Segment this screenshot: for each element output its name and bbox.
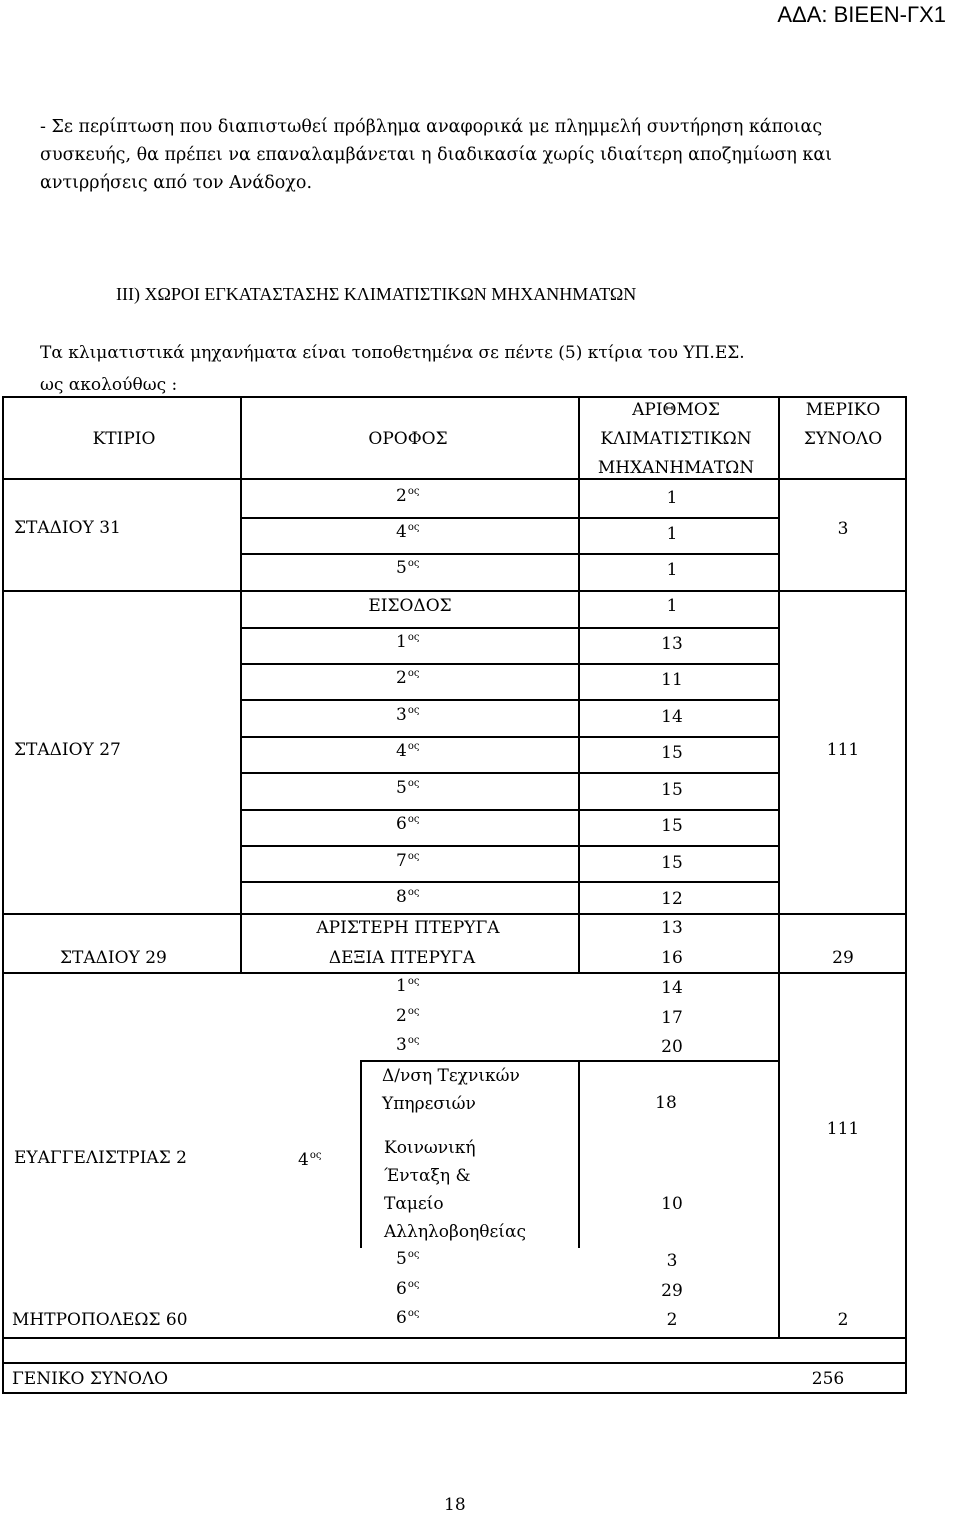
- page-number: 18: [444, 1495, 466, 1515]
- subtotal-evangelistrias-2: 111: [826, 1119, 860, 1139]
- intro-line-2: ως ακολούθως :: [40, 375, 178, 395]
- building-mitropoleos-60: ΜΗΤΡΟΠΟΛΕΩΣ 60: [12, 1310, 188, 1330]
- floor-cell: $8^{o\varsigma}$: [396, 887, 420, 907]
- col-line-floor: [578, 396, 580, 972]
- floor-cell: $5^{o\varsigma}$: [396, 778, 420, 798]
- count-cell: 15: [661, 743, 683, 763]
- floor-cell: $2^{o\varsigma}$: [396, 486, 420, 506]
- row-line: [240, 845, 780, 847]
- header-floor: ΟΡΟΦΟΣ: [368, 429, 448, 449]
- group-line: [2, 590, 907, 592]
- row-line: [240, 699, 780, 701]
- count-cell: 1: [666, 524, 678, 544]
- row-line: [240, 772, 780, 774]
- floor-cell: $3^{o\varsigma}$: [396, 705, 420, 725]
- subtotal-mitropoleos-60: 2: [837, 1310, 849, 1330]
- floor-cell: $2^{o\varsigma}$: [396, 668, 420, 688]
- floor-cell: $1^{o\varsigma}$: [396, 976, 420, 996]
- count-cell: 14: [661, 707, 683, 727]
- floor-cell: $1^{o\varsigma}$: [396, 632, 420, 652]
- count-cell: 20: [661, 1037, 683, 1057]
- service-technical-count: 18: [655, 1093, 677, 1113]
- header-subtotal: ΜΕΡΙΚΟ ΣΥΝΟΛΟ: [803, 400, 883, 449]
- count-cell: 15: [661, 853, 683, 873]
- floor-cell: ΕΙΣΟΔΟΣ: [368, 596, 452, 616]
- header-bottom-line: [2, 478, 907, 480]
- row-line: [240, 663, 780, 665]
- count-cell: 1: [666, 560, 678, 580]
- floor-cell: $4^{o\varsigma}$: [396, 741, 420, 761]
- section-heading: III) ΧΩΡΟΙ ΕΓΚΑΤΑΣΤΑΣΗΣ ΚΛΙΜΑΤΙΣΤΙΚΩΝ ΜΗΧΑΝΗΜΑΤΩΝ: [116, 284, 637, 304]
- count-cell: 12: [661, 889, 683, 909]
- floor-cell: $5^{o\varsigma}$: [396, 1249, 420, 1269]
- count-cell: 13: [661, 634, 683, 654]
- intro-line-1: Τα κλιματιστικά μηχανήματα είναι τοποθετημένα σε πέντε (5) κτίρια του ΥΠ.ΕΣ.: [40, 343, 745, 363]
- count-cell: 15: [661, 780, 683, 800]
- floor-cell: ΑΡΙΣΤΕΡΗ ΠΤΕΡΥΓΑ: [316, 918, 500, 938]
- floor-cell: $6^{o\varsigma}$: [396, 814, 420, 834]
- row-line: [240, 881, 780, 883]
- count-cell: 17: [661, 1008, 683, 1028]
- header-building: ΚΤΙΡΙΟ: [92, 429, 156, 449]
- col-line-services: [360, 1060, 362, 1248]
- building-stadiou-31: ΣΤΑΔΙΟΥ 31: [14, 518, 121, 538]
- grand-total-value: 256: [811, 1369, 845, 1389]
- service-social: Κοινωνική Ένταξη & Ταμείο Αλληλοβοηθείας: [384, 1138, 526, 1242]
- building-evangelistrias-2: ΕΥΑΓΓΕΛΙΣΤΡΙΑΣ 2: [14, 1148, 187, 1168]
- row-line: [240, 553, 780, 555]
- grand-total-label: ΓΕΝΙΚΟ ΣΥΝΟΛΟ: [12, 1369, 169, 1389]
- floor-cell: ΔΕΞΙΑ ΠΤΕΡΥΓΑ: [328, 948, 476, 968]
- maintenance-paragraph: - Σε περίπτωση που διαπιστωθεί πρόβλημα αναφορικά με πλημμελή συντήρηση κάποιας συσκευής, θα πρέπει να επαναλαμβάνεται η διαδικασία χωρίς ιδιαίτερη αποζημίωση και αντιρρήσεις από τον Ανάδοχο.: [40, 117, 833, 193]
- col-line-services-count: [578, 1060, 580, 1248]
- group-line: [2, 972, 907, 974]
- header-count: ΑΡΙΘΜΟΣ ΚΛΙΜΑΤΙΣΤΙΚΩΝ ΜΗΧΑΝΗΜΑΤΩΝ: [597, 400, 755, 478]
- building-stadiou-29: ΣΤΑΔΙΟΥ 29: [60, 948, 167, 968]
- group-line: [2, 1362, 907, 1364]
- table-border-top: [2, 396, 907, 398]
- subtotal-stadiou-31: 3: [837, 519, 849, 539]
- count-cell: 1: [666, 488, 678, 508]
- count-cell: 2: [666, 1310, 678, 1330]
- count-cell: 29: [661, 1281, 683, 1301]
- row-line: [240, 627, 780, 629]
- count-cell: 13: [661, 918, 683, 938]
- floor-cell: $7^{o\varsigma}$: [396, 851, 420, 871]
- floor-cell: $5^{o\varsigma}$: [396, 558, 420, 578]
- floor-cell: $6^{o\varsigma}$: [396, 1308, 420, 1328]
- count-cell: 14: [661, 978, 683, 998]
- floor-cell: $6^{o\varsigma}$: [396, 1279, 420, 1299]
- table-border-bottom: [2, 1392, 907, 1394]
- row-line: [240, 517, 780, 519]
- count-cell: 1: [666, 596, 678, 616]
- service-social-count: 10: [661, 1194, 683, 1214]
- building-stadiou-27: ΣΤΑΔΙΟΥ 27: [14, 740, 121, 760]
- count-cell: 11: [661, 670, 683, 690]
- group-line: [2, 1337, 907, 1339]
- row-line: [240, 809, 780, 811]
- row-line: [240, 736, 780, 738]
- floor-cell: $2^{o\varsigma}$: [396, 1006, 420, 1026]
- subtotal-stadiou-29: 29: [832, 948, 854, 968]
- ada-code: ΑΔΑ: ΒΙΕΕΝ-ΓΧ1: [777, 2, 946, 27]
- subtotal-stadiou-27: 111: [826, 740, 860, 760]
- count-cell: 3: [666, 1251, 678, 1271]
- count-cell: 16: [661, 948, 683, 968]
- table-border-right: [905, 396, 907, 1392]
- count-cell: 15: [661, 816, 683, 836]
- floor-cell: $4^{o\varsigma}$: [298, 1150, 322, 1170]
- table-border-left: [2, 396, 4, 1392]
- floor-cell: $4^{o\varsigma}$: [396, 522, 420, 542]
- floor-cell: $3^{o\varsigma}$: [396, 1035, 420, 1055]
- col-line-building: [240, 396, 242, 972]
- service-technical: Δ/νση Τεχνικών Υπηρεσιών: [382, 1066, 520, 1114]
- group-line: [2, 913, 907, 915]
- col-line-count: [778, 396, 780, 1337]
